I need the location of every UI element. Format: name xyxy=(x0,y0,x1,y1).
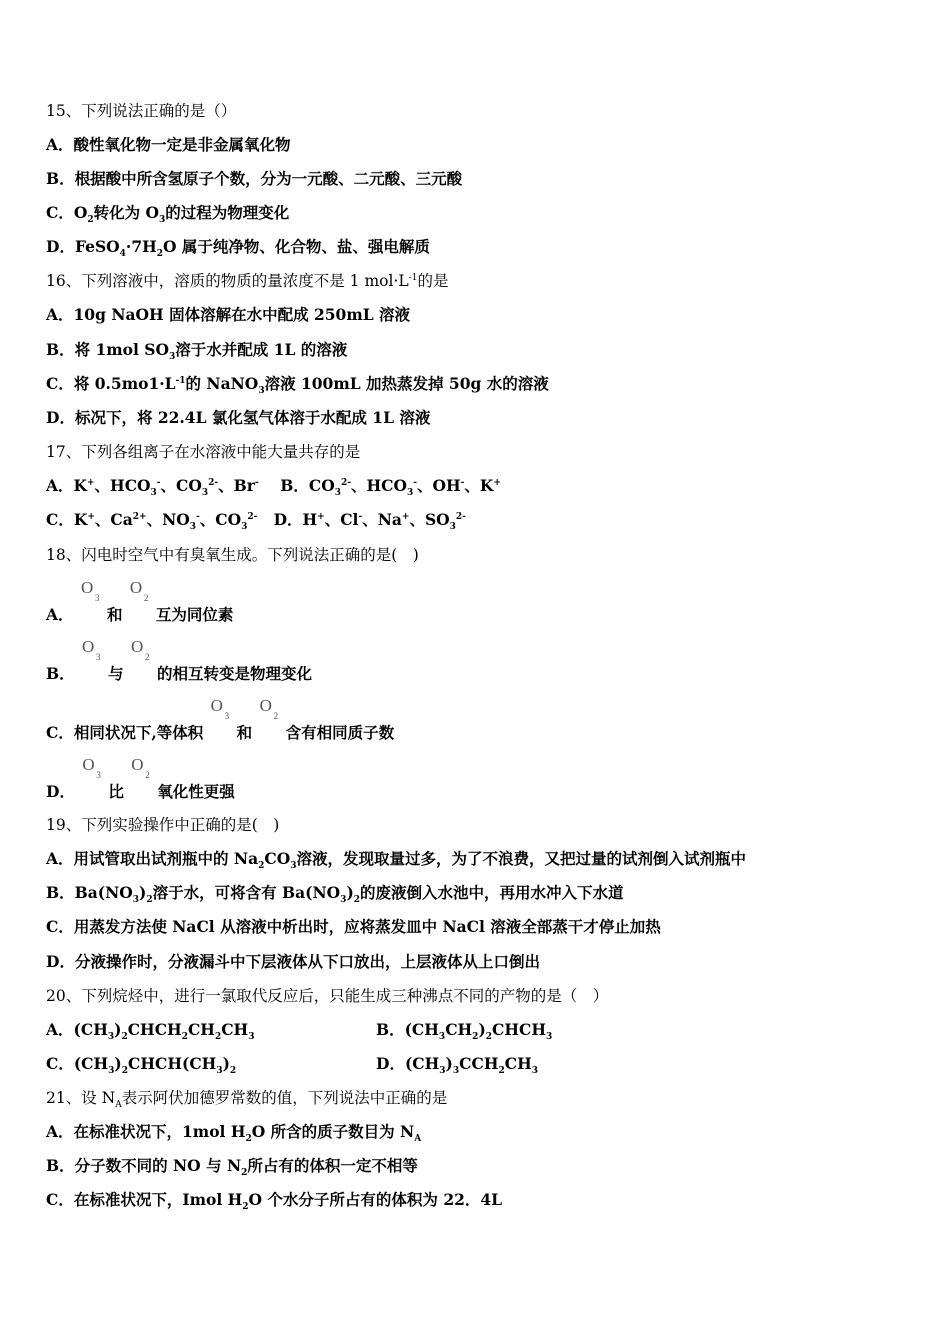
question-17-stem: 17、下列各组离子在水溶液中能大量共存的是 xyxy=(46,443,361,461)
question-19-option-d: D．分液操作时，分液漏斗中下层液体从下口放出，上层液体从上口倒出 xyxy=(46,952,540,971)
ozone-formula: O 3 xyxy=(80,578,100,603)
question-16-option-c: C．将 $0.5mo1\cdot L^{-1}$的 NaNO$_3$溶液 100mL 加热蒸发掉 50g 水的溶液 xyxy=(46,374,549,397)
question-15-option-b: B．根据酸中所含氢原子个数，分为一元酸、二元酸、三元酸 xyxy=(46,169,463,188)
question-19-option-b: B．$Ba(NO_3)_2$溶于水，可将含有 $Ba(NO_3)_2$的废液倒入水池中，再用水冲入下水道 xyxy=(46,883,624,906)
question-18-option-c: C．相同状况下,等体积 O 3 和 O 2 含有相同质子数 xyxy=(46,696,395,742)
question-20-stem: 20、下列烷烃中，进行一氯取代反应后，只能生成三种沸点不同的产物的是（ ） xyxy=(46,987,609,1005)
question-20-option-b: B．$(CH_3CH_2)_2CHCH_3$ xyxy=(376,1020,553,1043)
question-18-option-b: B． O 3 与 O 2 的相互转变是物理变化 xyxy=(46,637,312,683)
oxygen-formula: O 2 xyxy=(259,696,279,721)
oxygen-formula: O 2 xyxy=(131,755,150,780)
question-15-option-c: C．$O_2$转化为 $O_3$的过程为物理变化 xyxy=(46,203,290,226)
question-21-option-c: C．在标准状况下，Imol $H_2O$ 个水分子所占有的体积为 22．4L xyxy=(46,1190,503,1213)
question-18-stem: 18、闪电时空气中有臭氧生成。下列说法正确的是( ) xyxy=(46,546,419,564)
question-16-option-b: B．将 1mol $SO_3$溶于水并配成 1L 的溶液 xyxy=(46,340,348,363)
question-17-options-cd: C．K+、$Ca^{2+}$、$NO_3^-$、$CO_3^{2-}$ D．H+、Cl-、Na+、$SO_3^{2-}$ xyxy=(46,510,466,533)
question-19-stem: 19、下列实验操作中正确的是( ) xyxy=(46,816,280,834)
ozone-formula: O 3 xyxy=(210,696,230,721)
ozone-formula: O 3 xyxy=(82,637,101,662)
oxygen-formula: O 2 xyxy=(130,637,150,662)
question-21-stem: 21、设 $N_A$表示阿伏加德罗常数的值，下列说法中正确的是 xyxy=(46,1089,448,1111)
question-21-option-a: A．在标准状况下，1mol $H_2O$ 所含的质子数目为 $N_A$ xyxy=(46,1122,422,1145)
question-16-option-d: D．标况下，将 22.4L 氯化氢气体溶于水配成 1L 溶液 xyxy=(46,408,431,427)
question-18-option-d: D． O 3 比 O 2 氧化性更强 xyxy=(46,755,235,801)
question-20-option-c: C．$(CH_3)_2CHCH(CH_3)_2$ xyxy=(46,1054,237,1077)
ozone-formula: O 3 xyxy=(82,755,101,780)
question-16-option-a: A．10g NaOH 固体溶解在水中配成 250mL 溶液 xyxy=(46,305,411,324)
question-15-option-a: A．酸性氧化物一定是非金属氧化物 xyxy=(46,135,291,154)
question-19-option-a: A．用试管取出试剂瓶中的 $Na_2CO_3$溶液，发现取量过多，为了不浪费，又把过量的试剂倒入试剂瓶中 xyxy=(46,849,747,872)
question-20-options-cd xyxy=(46,1054,906,1077)
question-17-options-ab: A．K+、$HCO_3^-$、$CO_3^{2-}$、Br- B．$CO_3^{2-}$、$HCO_3^-$、OH-、K+ xyxy=(46,476,501,499)
question-19-option-c: C．用蒸发方法使 NaCl 从溶液中析出时，应将蒸发皿中 NaCl 溶液全部蒸干才停止加热 xyxy=(46,917,661,936)
question-16-stem: 16、下列溶液中，溶质的物质的量浓度不是 1 $mol\cdot L^{-1}$的是 xyxy=(46,272,449,290)
question-20-option-d: D．$(CH_3)_3CCH_2CH_3$ xyxy=(376,1054,538,1077)
question-15-stem: 15、下列说法正确的是（） xyxy=(46,102,237,120)
question-20-options-ab xyxy=(46,1020,906,1043)
question-15-option-d: D．$FeSO_4\cdot 7H_2O$ 属于纯净物、化合物、盐、强电解质 xyxy=(46,237,430,260)
question-18-option-a: A． O 3 和 O 2 互为同位素 xyxy=(46,578,234,624)
oxygen-formula: O 2 xyxy=(129,578,149,603)
question-20-option-a: A．$(CH_3)_2CHCH_2CH_2CH_3$ xyxy=(46,1020,255,1043)
question-21-option-b: B．分子数不同的 NO 与 $N_2$所占有的体积一定不相等 xyxy=(46,1156,418,1179)
